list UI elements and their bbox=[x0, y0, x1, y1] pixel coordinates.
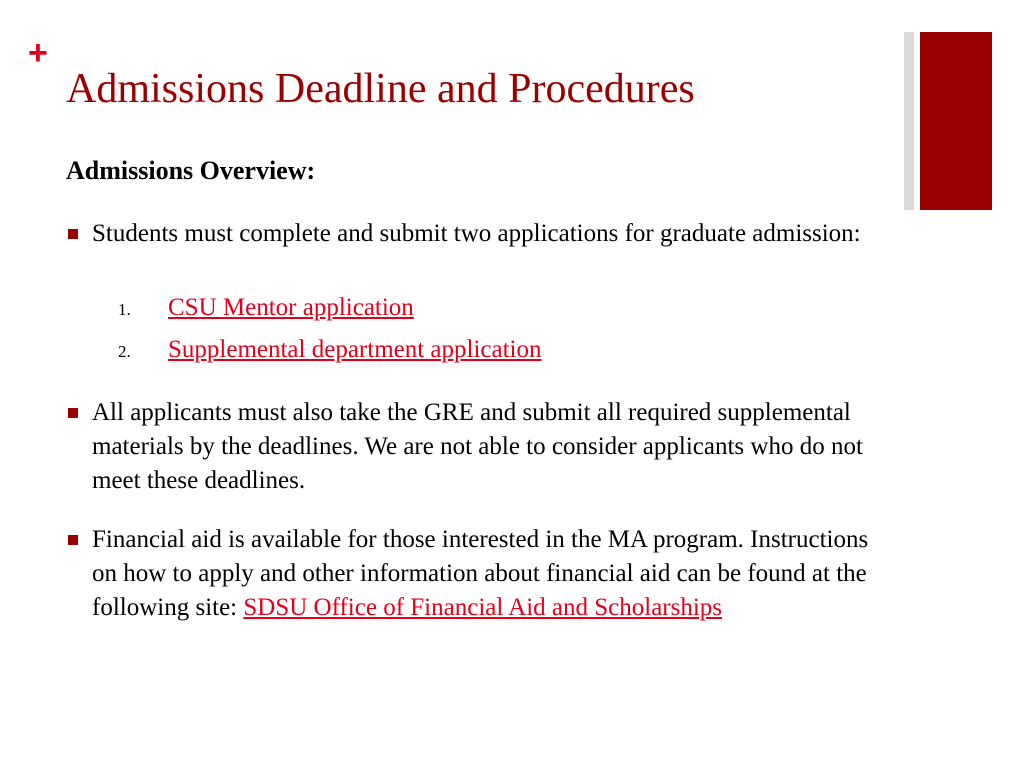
plus-icon: + bbox=[28, 34, 48, 72]
bullet-item-financial-aid bbox=[92, 523, 882, 625]
financial-aid-link[interactable]: SDSU Office of Financial Aid and Scholarships bbox=[243, 594, 723, 621]
list-item-supplemental bbox=[118, 333, 542, 369]
square-bullet-icon bbox=[68, 408, 78, 418]
square-bullet-icon bbox=[68, 229, 78, 239]
red-accent-bar bbox=[920, 32, 992, 210]
bullet-item-gre bbox=[92, 396, 882, 498]
bullet-item-applications bbox=[92, 217, 882, 251]
gray-accent-bar bbox=[904, 32, 914, 210]
bullet-text: Students must complete and submit two applications for graduate admission: bbox=[92, 220, 861, 247]
bullet-text: All applicants must also take the GRE and submit all required supplemental materials by the deadlines. We are not able to consider applicants who do not meet these deadlines. bbox=[92, 399, 863, 494]
list-number: 2. bbox=[118, 342, 131, 361]
slide-title: Admissions Deadline and Procedures bbox=[66, 66, 695, 112]
square-bullet-icon bbox=[68, 535, 78, 545]
supplemental-application-link[interactable]: Supplemental department application bbox=[168, 336, 542, 363]
csu-mentor-link[interactable]: CSU Mentor application bbox=[168, 294, 414, 321]
list-number: 1. bbox=[118, 300, 131, 319]
bullet-text: Financial aid is available for those interested in the MA program. Instructions on how to apply and other information about financial aid can be found at the following site: bbox=[92, 526, 869, 621]
slide-subtitle: Admissions Overview: bbox=[66, 156, 316, 185]
list-item-csu-mentor bbox=[118, 291, 414, 327]
